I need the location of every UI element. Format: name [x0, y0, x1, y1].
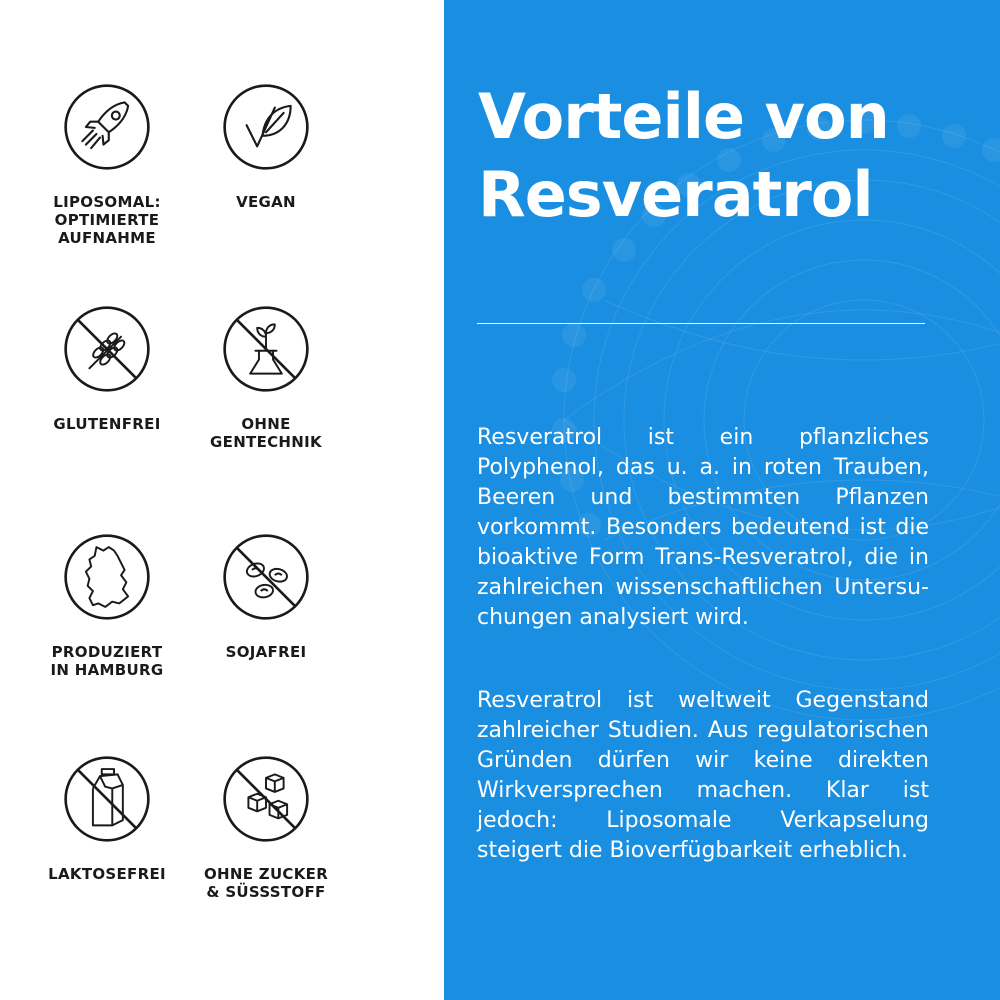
feature-label: OHNE GENTECHNIK	[210, 415, 322, 451]
feature-laktosefrei	[27, 755, 187, 883]
feature-vegan	[186, 83, 346, 211]
feature-label: OHNE ZUCKER & SÜSSSTOFF	[203, 865, 329, 901]
no-sugar-cubes-icon	[222, 755, 310, 843]
no-milk-carton-icon	[63, 755, 151, 843]
feature-hamburg	[27, 533, 187, 679]
feature-sojafrei	[186, 533, 346, 661]
feature-label: PRODUZIERT IN HAMBURG	[50, 643, 164, 679]
no-soy-icon	[222, 533, 310, 621]
leaf-check-icon	[222, 83, 310, 171]
info-panel	[444, 0, 1000, 1000]
study-paragraph: Resveratrol ist weltweit Gegenstand zahlreicher Studien. Aus regulatorischen Gründen dürfen wir keine direkten Wirkversprechen machen. Klar ist jedoch: Liposomale Verkapselung steigert die Bioverfügbarkeit erheblich.	[477, 688, 929, 863]
intro-paragraph: Resveratrol ist ein pflanzliches Polyphenol, das u. a. in roten Trauben, Beeren und bestimmten Pflanzen vorkommt. Besonders bedeutend ist die bioaktive Form Trans-Resveratrol, die in zahlreichen wissenschaftlichen Untersuchungen analysiert wird.	[477, 425, 929, 630]
feature-label: GLUTENFREI	[53, 415, 161, 433]
feature-zuckerfrei	[186, 755, 346, 901]
germany-map-icon	[63, 533, 151, 621]
feature-glutenfrei	[27, 305, 187, 433]
no-lab-flask-icon	[222, 305, 310, 393]
no-wheat-icon	[63, 305, 151, 393]
feature-label: VEGAN	[236, 193, 296, 211]
rocket-icon	[63, 83, 151, 171]
feature-label: LIPOSOMAL: OPTIMIERTE AUFNAHME	[53, 193, 161, 247]
features-panel	[0, 0, 444, 1000]
feature-ohne-gentechnik	[186, 305, 346, 451]
feature-label: LAKTOSEFREI	[48, 865, 166, 883]
divider	[477, 323, 925, 324]
feature-label: SOJAFREI	[225, 643, 307, 661]
page-title: Vorteile von Resveratrol	[478, 80, 889, 231]
feature-liposomal	[27, 83, 187, 247]
